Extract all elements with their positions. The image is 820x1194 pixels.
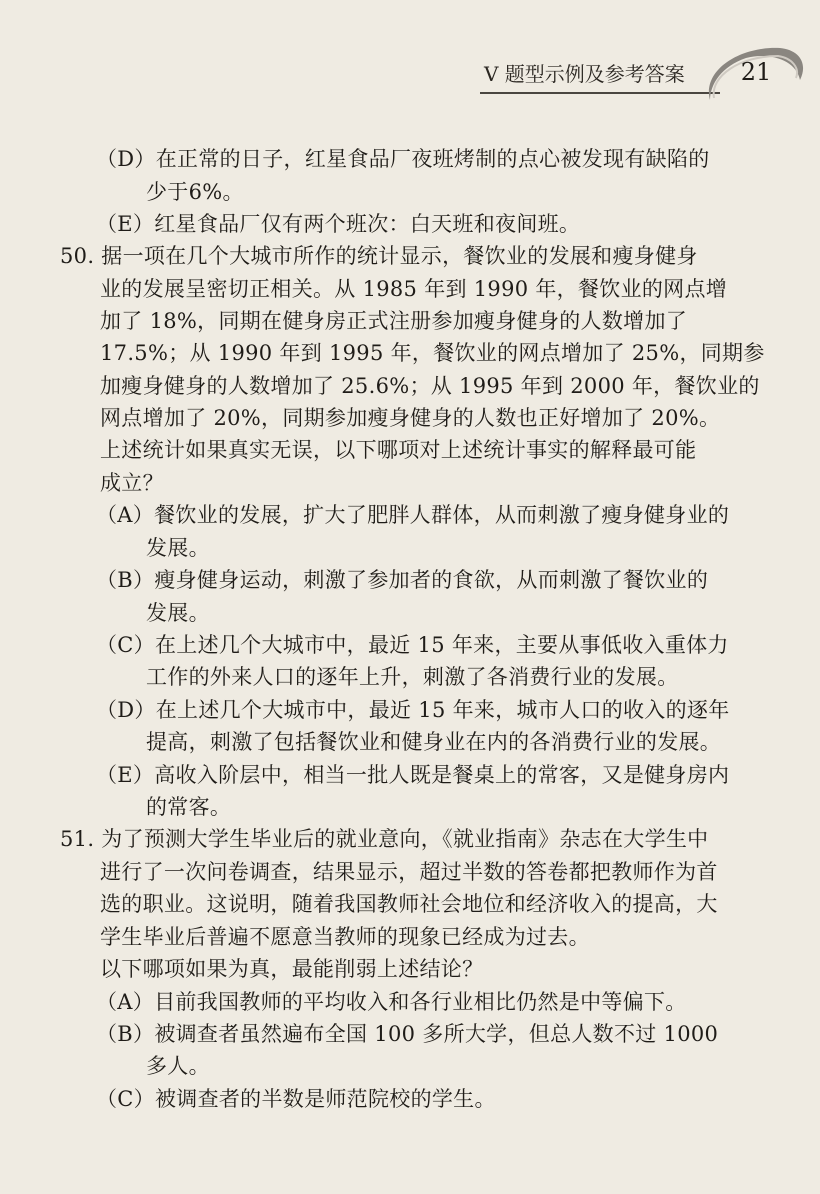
q50-option-e-line-1: （E）高收入阶层中，相当一批人既是餐桌上的常客，又是健身房内	[96, 763, 730, 787]
q50-stem-line-3: 加了 18%，同期在健身房正式注册参加瘦身健身的人数增加了	[100, 309, 688, 333]
running-header: V 题型示例及参考答案	[484, 62, 685, 86]
q50-option-b-line-2: 发展。	[146, 601, 210, 625]
q50-option-e-line-2: 的常客。	[146, 795, 232, 819]
page-number: 21	[740, 58, 772, 86]
q51-stem-line-1: 51. 为了预测大学生毕业后的就业意向，《就业指南》杂志在大学生中	[60, 827, 709, 851]
q50-option-a-line-1: （A）餐饮业的发展，扩大了肥胖人群体，从而刺激了瘦身健身业的	[96, 503, 730, 527]
q51-option-c-line: （C）被调查者的半数是师范院校的学生。	[96, 1087, 496, 1111]
q50-question-line-2: 成立？	[100, 471, 164, 495]
q50-stem-line-2: 业的发展呈密切正相关。从 1985 年到 1990 年，餐饮业的网点增	[100, 277, 728, 301]
header-rule	[480, 92, 720, 94]
q50-option-c-line-1: （C）在上述几个大城市中，最近 15 年来，主要从事低收入重体力	[96, 633, 729, 657]
q50-stem-line-4: 17.5%；从 1990 年到 1995 年，餐饮业的网点增加了 25%，同期参	[100, 341, 765, 365]
option-e-line-1: （E）红星食品厂仅有两个班次：白天班和夜间班。	[96, 212, 581, 236]
q51-option-b-line-1: （B）被调查者虽然遍布全国 100 多所大学，但总人数不过 1000	[96, 1022, 719, 1046]
q50-stem-line-6: 网点增加了 20%，同期参加瘦身健身的人数也正好增加了 20%。	[100, 406, 721, 430]
q50-stem-line-1: 50. 据一项在几个大城市所作的统计显示，餐饮业的发展和瘦身健身	[60, 244, 698, 268]
q50-option-b-line-1: （B）瘦身健身运动，刺激了参加者的食欲，从而刺激了餐饮业的	[96, 568, 709, 592]
q50-option-d-line-2: 提高，刺激了包括餐饮业和健身业在内的各消费行业的发展。	[146, 730, 722, 754]
q51-option-a-line: （A）目前我国教师的平均收入和各行业相比仍然是中等偏下。	[96, 990, 687, 1014]
q50-option-a-line-2: 发展。	[146, 536, 210, 560]
q50-stem-line-5: 加瘦身健身的人数增加了 25.6%；从 1995 年到 2000 年，餐饮业的	[100, 374, 760, 398]
q50-option-d-line-1: （D）在上述几个大城市中，最近 15 年来，城市人口的收入的逐年	[96, 698, 730, 722]
q50-question-line-1: 上述统计如果真实无误，以下哪项对上述统计事实的解释最可能	[100, 438, 697, 462]
q51-question-line: 以下哪项如果为真，最能削弱上述结论？	[100, 957, 484, 981]
q51-stem-line-2: 进行了一次问卷调查，结果显示，超过半数的答卷都把教师作为首	[100, 860, 718, 884]
q51-stem-line-4: 学生毕业后普遍不愿意当教师的现象已经成为过去。	[100, 925, 590, 949]
option-d-line-1: （D）在正常的日子，红星食品厂夜班烤制的点心被发现有缺陷的	[96, 147, 710, 171]
option-d-line-2: 少于6%。	[146, 180, 244, 204]
q50-option-c-line-2: 工作的外来人口的逐年上升，刺激了各消费行业的发展。	[146, 665, 679, 689]
q51-option-b-line-2: 多人。	[146, 1054, 210, 1078]
q51-stem-line-3: 选的职业。这说明，随着我国教师社会地位和经济收入的提高，大	[100, 892, 718, 916]
